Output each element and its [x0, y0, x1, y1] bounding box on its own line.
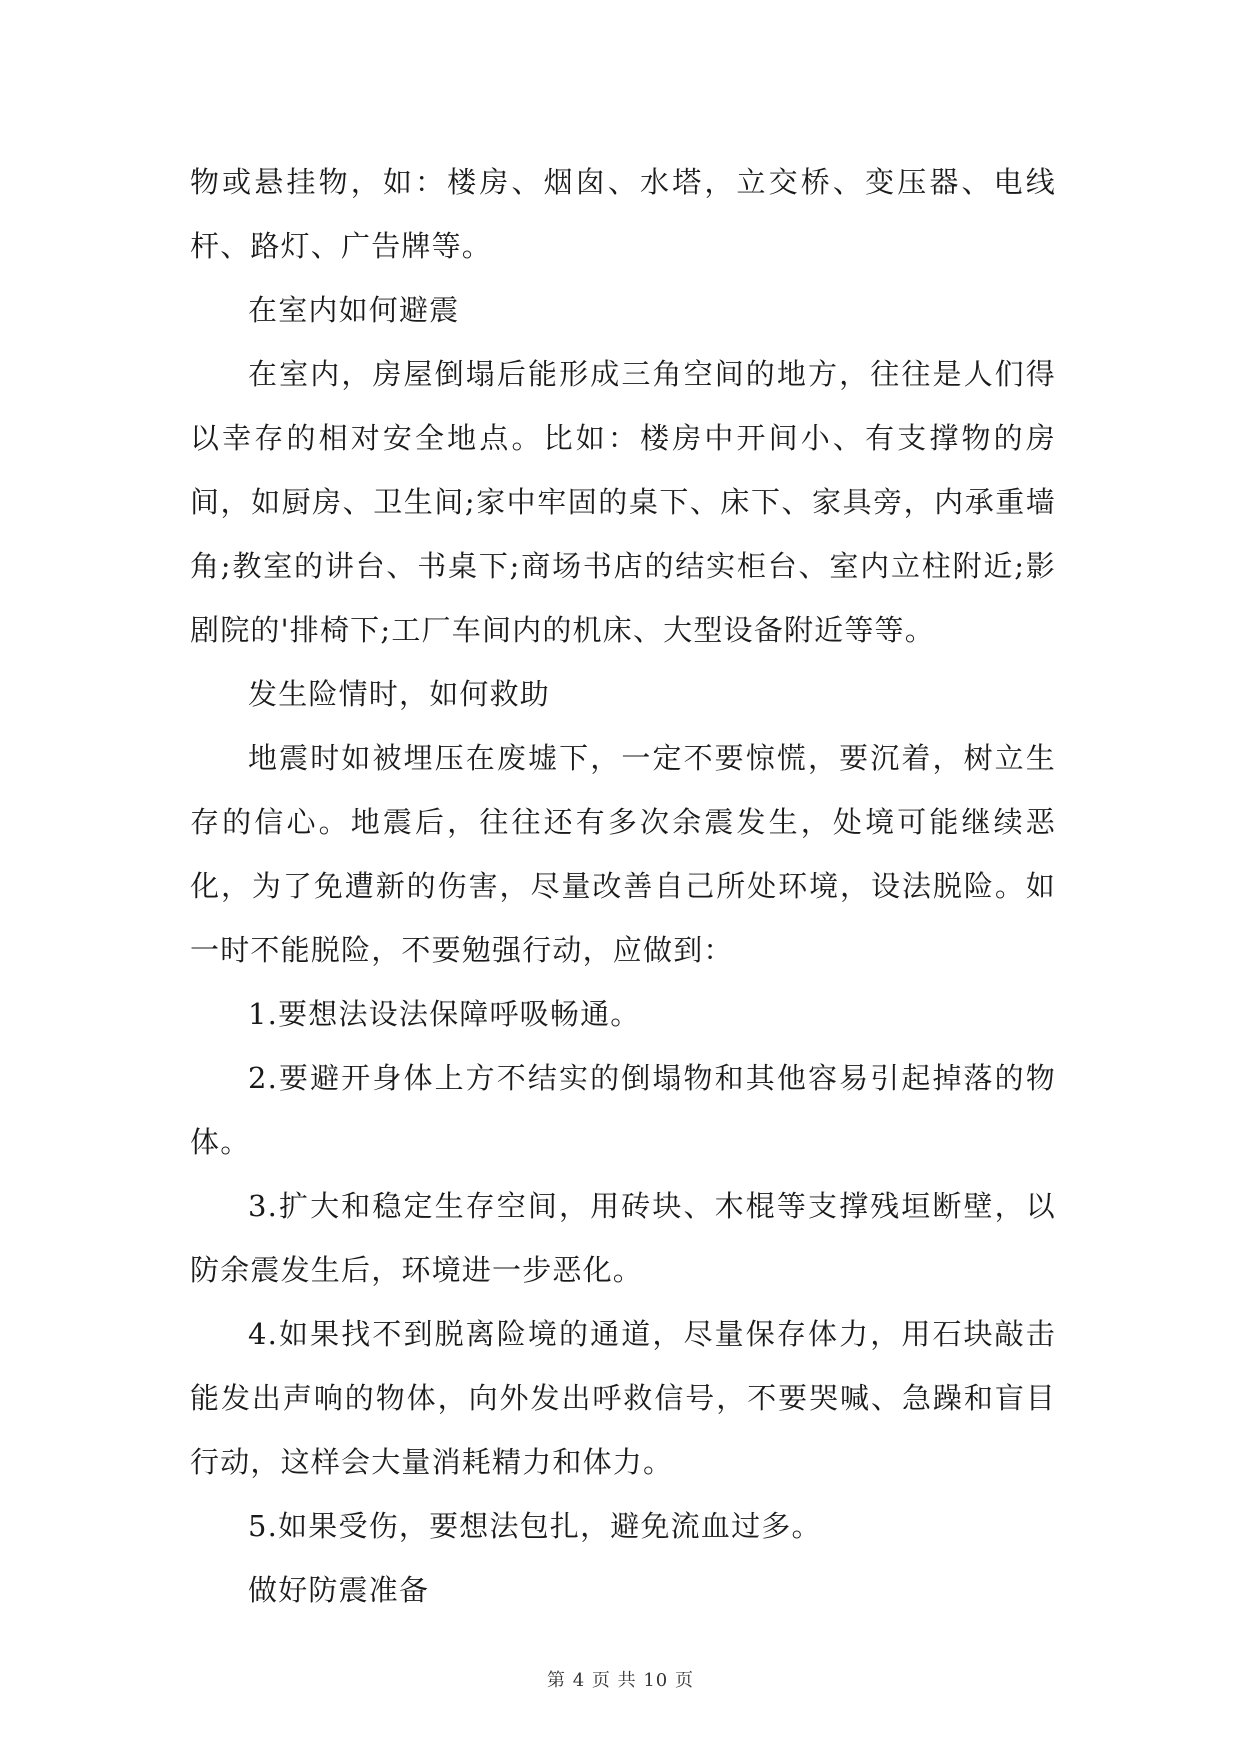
page-number-footer: 第 4 页 共 10 页	[547, 1670, 694, 1691]
list-item: 1.要想法设法保障呼吸畅通。	[248, 997, 641, 1031]
list-item: 4.如果找不到脱离险境的通道，尽量保存体力，用石块敲击能发出声响的物体，向外发出呼救信号，不要哭喊、急躁和盲目行动，这样会大量消耗精力和体力。	[190, 1317, 1056, 1479]
list-item: 5.如果受伤，要想法包扎，避免流血过多。	[248, 1509, 822, 1543]
document-body	[190, 150, 1056, 1622]
list-item: 3.扩大和稳定生存空间，用砖块、木棍等支撑残垣断壁，以防余震发生后，环境进一步恶化。	[190, 1189, 1056, 1287]
paragraph: 在室内，房屋倒塌后能形成三角空间的地方，往往是人们得以幸存的相对安全地点。比如：楼房中开间小、有支撑物的房间，如厨房、卫生间;家中牢固的桌下、床下、家具旁，内承重墙角;教室的讲台、书桌下;商场书店的结实柜台、室内立柱附近;影剧院的'排椅下;工厂车间内的机床、大型设备附近等等。	[190, 357, 1056, 647]
paragraph: 物或悬挂物，如：楼房、烟囱、水塔，立交桥、变压器、电线杆、路灯、广告牌等。	[190, 165, 1056, 263]
section-heading: 在室内如何避震	[248, 293, 460, 327]
paragraph: 地震时如被埋压在废墟下，一定不要惊慌，要沉着，树立生存的信心。地震后，往往还有多次余震发生，处境可能继续恶化，为了免遭新的伤害，尽量改善自己所处环境，设法脱险。如一时不能脱险，不要勉强行动，应做到：	[190, 741, 1056, 967]
section-heading: 发生险情时，如何救助	[248, 677, 551, 711]
section-heading: 做好防震准备	[248, 1573, 430, 1607]
list-item: 2.要避开身体上方不结实的倒塌物和其他容易引起掉落的物体。	[190, 1061, 1056, 1159]
